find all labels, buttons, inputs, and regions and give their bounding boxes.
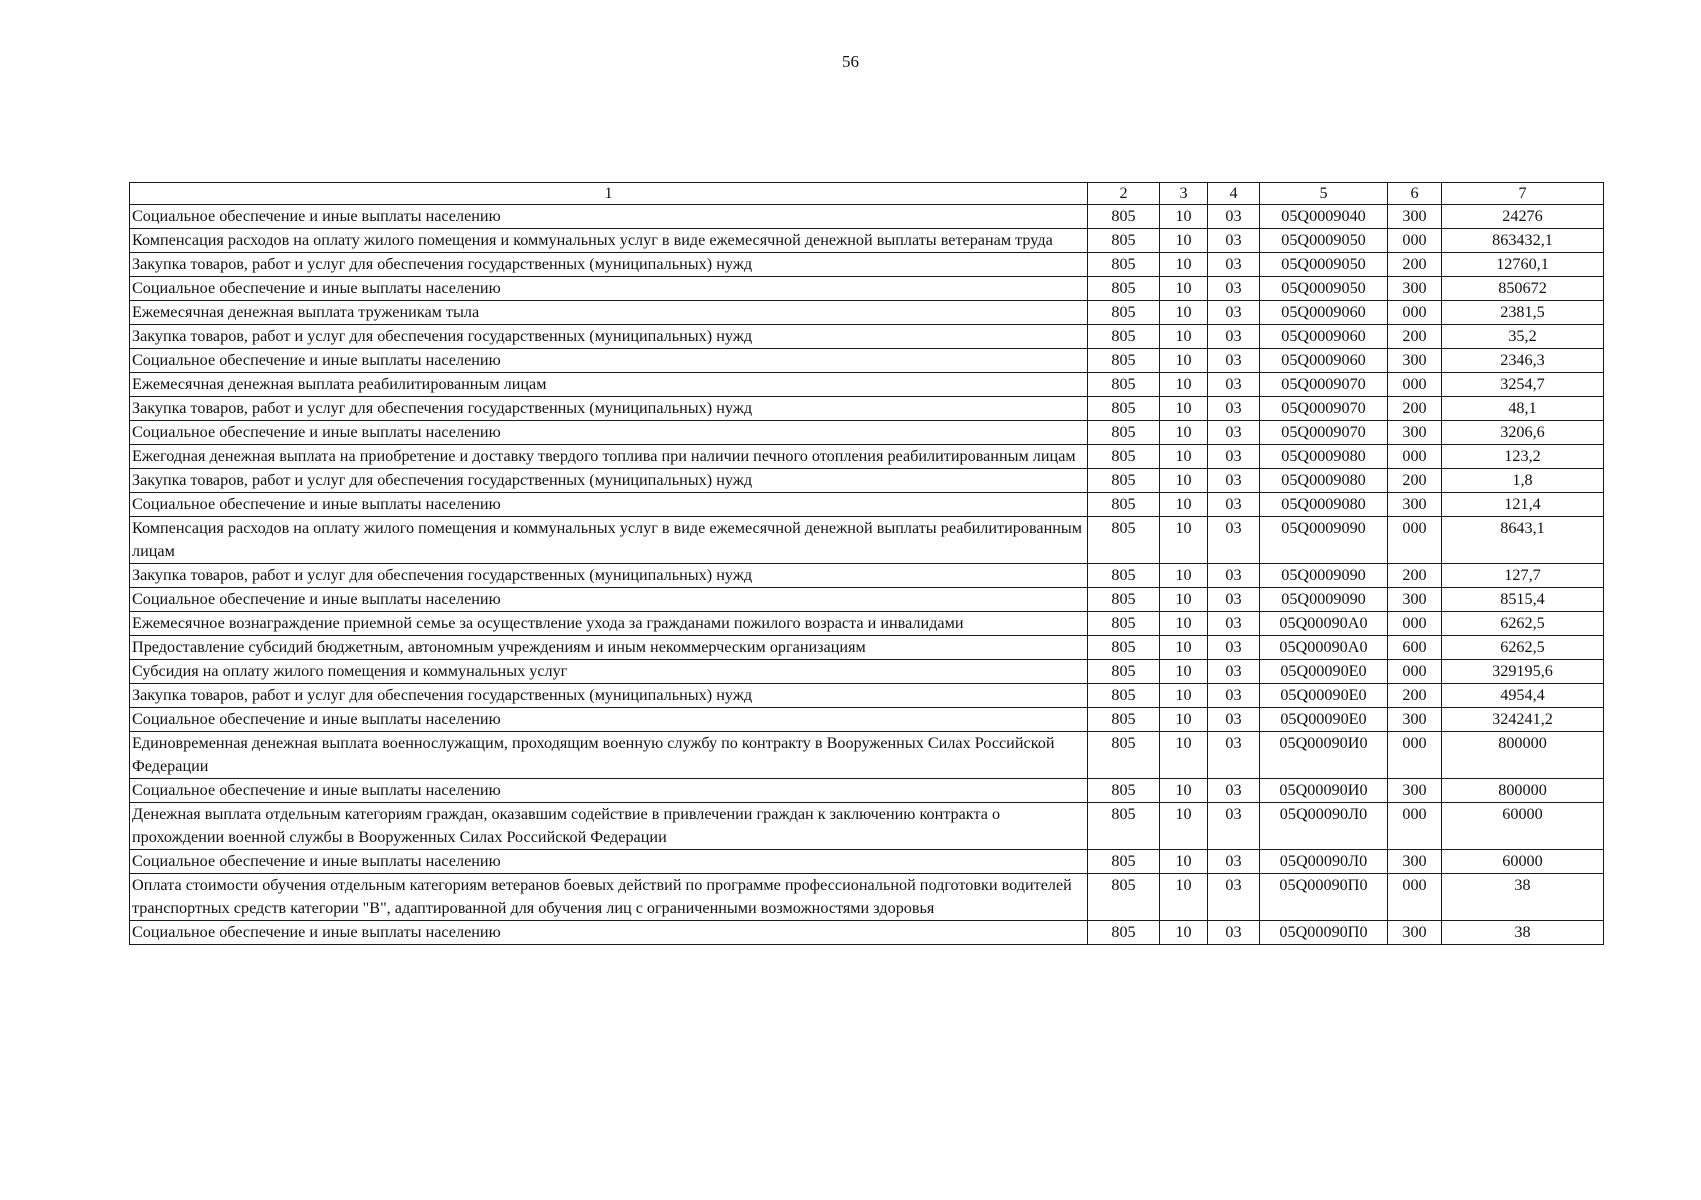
section-code-cell: 10: [1160, 277, 1208, 301]
expense-type-cell: 000: [1388, 301, 1442, 325]
section-code-cell: 10: [1160, 493, 1208, 517]
column-header: 2: [1088, 183, 1160, 205]
expense-type-cell: 300: [1388, 708, 1442, 732]
table-row: [130, 588, 1604, 612]
section-code-cell: 10: [1160, 921, 1208, 945]
amount-cell: 3206,6: [1442, 421, 1604, 445]
target-article-cell: 05Q0009080: [1260, 445, 1388, 469]
subsection-code-cell: 03: [1208, 229, 1260, 253]
table-row: [130, 636, 1604, 660]
section-code-cell: 10: [1160, 469, 1208, 493]
target-article-cell: 05Q00090И0: [1260, 779, 1388, 803]
target-article-cell: 05Q00090E0: [1260, 684, 1388, 708]
amount-cell: 38: [1442, 874, 1604, 921]
section-code-cell: 10: [1160, 779, 1208, 803]
ministry-code-cell: 805: [1088, 373, 1160, 397]
target-article-cell: 05Q0009090: [1260, 564, 1388, 588]
expense-type-cell: 300: [1388, 921, 1442, 945]
amount-cell: 121,4: [1442, 493, 1604, 517]
expense-name-cell: Закупка товаров, работ и услуг для обеспечения государственных (муниципальных) нужд: [130, 325, 1088, 349]
expense-name-cell: Социальное обеспечение и иные выплаты населению: [130, 921, 1088, 945]
expense-type-cell: 300: [1388, 588, 1442, 612]
column-header: 3: [1160, 183, 1208, 205]
ministry-code-cell: 805: [1088, 921, 1160, 945]
expense-type-cell: 000: [1388, 732, 1442, 779]
target-article-cell: 05Q0009060: [1260, 349, 1388, 373]
target-article-cell: 05Q00090A0: [1260, 636, 1388, 660]
expense-name-cell: Единовременная денежная выплата военнослужащим, проходящим военную службу по контракту в Вооруженных Силах Российской Федерации: [130, 732, 1088, 779]
ministry-code-cell: 805: [1088, 660, 1160, 684]
amount-cell: 38: [1442, 921, 1604, 945]
expense-type-cell: 200: [1388, 253, 1442, 277]
table-row: [130, 253, 1604, 277]
table-row: [130, 277, 1604, 301]
target-article-cell: 05Q0009040: [1260, 205, 1388, 229]
ministry-code-cell: 805: [1088, 850, 1160, 874]
expense-type-cell: 300: [1388, 493, 1442, 517]
target-article-cell: 05Q0009090: [1260, 588, 1388, 612]
amount-cell: 24276: [1442, 205, 1604, 229]
column-header: 5: [1260, 183, 1388, 205]
expense-name-cell: Закупка товаров, работ и услуг для обеспечения государственных (муниципальных) нужд: [130, 397, 1088, 421]
target-article-cell: 05Q0009070: [1260, 421, 1388, 445]
subsection-code-cell: 03: [1208, 397, 1260, 421]
section-code-cell: 10: [1160, 564, 1208, 588]
expense-name-cell: Денежная выплата отдельным категориям граждан, оказавшим содействие в привлечении граждан к заключению контракта о прохождении военной службы в Вооруженных Силах Российской Федерации: [130, 803, 1088, 850]
subsection-code-cell: 03: [1208, 373, 1260, 397]
table-row: [130, 421, 1604, 445]
table-row: [130, 779, 1604, 803]
ministry-code-cell: 805: [1088, 493, 1160, 517]
amount-cell: 324241,2: [1442, 708, 1604, 732]
table-row: [130, 684, 1604, 708]
amount-cell: 35,2: [1442, 325, 1604, 349]
section-code-cell: 10: [1160, 517, 1208, 564]
amount-cell: 1,8: [1442, 469, 1604, 493]
section-code-cell: 10: [1160, 874, 1208, 921]
expense-name-cell: Социальное обеспечение и иные выплаты населению: [130, 850, 1088, 874]
expense-name-cell: Социальное обеспечение и иные выплаты населению: [130, 277, 1088, 301]
table-row: [130, 205, 1604, 229]
amount-cell: 863432,1: [1442, 229, 1604, 253]
expense-name-cell: Ежемесячная денежная выплата реабилитированным лицам: [130, 373, 1088, 397]
subsection-code-cell: 03: [1208, 921, 1260, 945]
amount-cell: 6262,5: [1442, 636, 1604, 660]
section-code-cell: 10: [1160, 421, 1208, 445]
target-article-cell: 05Q00090Л0: [1260, 803, 1388, 850]
expense-name-cell: Оплата стоимости обучения отдельным категориям ветеранов боевых действий по программе профессиональной подготовки водителей транспортных средств категории "B", адаптированной для обучения лиц с ограниченными возможностями здоровья: [130, 874, 1088, 921]
ministry-code-cell: 805: [1088, 803, 1160, 850]
expense-type-cell: 200: [1388, 684, 1442, 708]
column-header: 7: [1442, 183, 1604, 205]
amount-cell: 850672: [1442, 277, 1604, 301]
table-row: [130, 803, 1604, 850]
amount-cell: 8515,4: [1442, 588, 1604, 612]
expense-name-cell: Социальное обеспечение и иные выплаты населению: [130, 421, 1088, 445]
ministry-code-cell: 805: [1088, 684, 1160, 708]
amount-cell: 8643,1: [1442, 517, 1604, 564]
target-article-cell: 05Q0009070: [1260, 373, 1388, 397]
column-header: 6: [1388, 183, 1442, 205]
table-row: [130, 301, 1604, 325]
expense-name-cell: Социальное обеспечение и иные выплаты населению: [130, 493, 1088, 517]
ministry-code-cell: 805: [1088, 205, 1160, 229]
target-article-cell: 05Q00090П0: [1260, 921, 1388, 945]
target-article-cell: 05Q0009070: [1260, 397, 1388, 421]
subsection-code-cell: 03: [1208, 205, 1260, 229]
expense-type-cell: 000: [1388, 373, 1442, 397]
expense-name-cell: Социальное обеспечение и иные выплаты населению: [130, 588, 1088, 612]
expense-name-cell: Закупка товаров, работ и услуг для обеспечения государственных (муниципальных) нужд: [130, 564, 1088, 588]
expense-name-cell: Социальное обеспечение и иные выплаты населению: [130, 779, 1088, 803]
ministry-code-cell: 805: [1088, 469, 1160, 493]
expense-name-cell: Ежемесячная денежная выплата труженикам тыла: [130, 301, 1088, 325]
amount-cell: 3254,7: [1442, 373, 1604, 397]
target-article-cell: 05Q0009050: [1260, 253, 1388, 277]
table-row: [130, 921, 1604, 945]
ministry-code-cell: 805: [1088, 517, 1160, 564]
table-row: [130, 660, 1604, 684]
ministry-code-cell: 805: [1088, 779, 1160, 803]
amount-cell: 123,2: [1442, 445, 1604, 469]
expense-type-cell: 300: [1388, 277, 1442, 301]
subsection-code-cell: 03: [1208, 779, 1260, 803]
expense-type-cell: 000: [1388, 229, 1442, 253]
amount-cell: 2381,5: [1442, 301, 1604, 325]
section-code-cell: 10: [1160, 445, 1208, 469]
table-row: [130, 469, 1604, 493]
expense-name-cell: Социальное обеспечение и иные выплаты населению: [130, 708, 1088, 732]
ministry-code-cell: 805: [1088, 229, 1160, 253]
table-row: [130, 493, 1604, 517]
table-row: [130, 373, 1604, 397]
expense-name-cell: Социальное обеспечение и иные выплаты населению: [130, 349, 1088, 373]
section-code-cell: 10: [1160, 803, 1208, 850]
expense-type-cell: 200: [1388, 325, 1442, 349]
column-header: 4: [1208, 183, 1260, 205]
ministry-code-cell: 805: [1088, 708, 1160, 732]
amount-cell: 4954,4: [1442, 684, 1604, 708]
expense-type-cell: 300: [1388, 850, 1442, 874]
amount-cell: 60000: [1442, 803, 1604, 850]
expense-name-cell: Закупка товаров, работ и услуг для обеспечения государственных (муниципальных) нужд: [130, 469, 1088, 493]
subsection-code-cell: 03: [1208, 636, 1260, 660]
expense-name-cell: Ежемесячное вознаграждение приемной семье за осуществление ухода за гражданами пожилого возраста и инвалидами: [130, 612, 1088, 636]
expense-name-cell: Субсидия на оплату жилого помещения и коммунальных услуг: [130, 660, 1088, 684]
amount-cell: 329195,6: [1442, 660, 1604, 684]
ministry-code-cell: 805: [1088, 612, 1160, 636]
subsection-code-cell: 03: [1208, 325, 1260, 349]
amount-cell: 12760,1: [1442, 253, 1604, 277]
target-article-cell: 05Q0009090: [1260, 517, 1388, 564]
ministry-code-cell: 805: [1088, 588, 1160, 612]
section-code-cell: 10: [1160, 708, 1208, 732]
amount-cell: 2346,3: [1442, 349, 1604, 373]
table-row: [130, 850, 1604, 874]
table-row: [130, 708, 1604, 732]
subsection-code-cell: 03: [1208, 445, 1260, 469]
table-row: [130, 397, 1604, 421]
expense-type-cell: 000: [1388, 445, 1442, 469]
section-code-cell: 10: [1160, 636, 1208, 660]
target-article-cell: 05Q00090E0: [1260, 660, 1388, 684]
target-article-cell: 05Q0009050: [1260, 277, 1388, 301]
subsection-code-cell: 03: [1208, 803, 1260, 850]
section-code-cell: 10: [1160, 301, 1208, 325]
subsection-code-cell: 03: [1208, 301, 1260, 325]
subsection-code-cell: 03: [1208, 277, 1260, 301]
ministry-code-cell: 805: [1088, 253, 1160, 277]
amount-cell: 6262,5: [1442, 612, 1604, 636]
subsection-code-cell: 03: [1208, 349, 1260, 373]
subsection-code-cell: 03: [1208, 660, 1260, 684]
target-article-cell: 05Q00090Л0: [1260, 850, 1388, 874]
amount-cell: 800000: [1442, 732, 1604, 779]
target-article-cell: 05Q00090A0: [1260, 612, 1388, 636]
ministry-code-cell: 805: [1088, 564, 1160, 588]
expense-type-cell: 600: [1388, 636, 1442, 660]
expense-type-cell: 300: [1388, 349, 1442, 373]
ministry-code-cell: 805: [1088, 445, 1160, 469]
table-row: [130, 612, 1604, 636]
subsection-code-cell: 03: [1208, 708, 1260, 732]
subsection-code-cell: 03: [1208, 253, 1260, 277]
ministry-code-cell: 805: [1088, 301, 1160, 325]
target-article-cell: 05Q00090П0: [1260, 874, 1388, 921]
subsection-code-cell: 03: [1208, 517, 1260, 564]
subsection-code-cell: 03: [1208, 612, 1260, 636]
expense-type-cell: 000: [1388, 874, 1442, 921]
section-code-cell: 10: [1160, 850, 1208, 874]
target-article-cell: 05Q0009080: [1260, 493, 1388, 517]
target-article-cell: 05Q0009050: [1260, 229, 1388, 253]
ministry-code-cell: 805: [1088, 421, 1160, 445]
subsection-code-cell: 03: [1208, 469, 1260, 493]
expense-type-cell: 000: [1388, 803, 1442, 850]
section-code-cell: 10: [1160, 588, 1208, 612]
expense-type-cell: 000: [1388, 660, 1442, 684]
subsection-code-cell: 03: [1208, 874, 1260, 921]
subsection-code-cell: 03: [1208, 684, 1260, 708]
expense-name-cell: Закупка товаров, работ и услуг для обеспечения государственных (муниципальных) нужд: [130, 684, 1088, 708]
section-code-cell: 10: [1160, 205, 1208, 229]
budget-table: [129, 182, 1604, 945]
page-number: 56: [842, 52, 859, 71]
expense-name-cell: Социальное обеспечение и иные выплаты населению: [130, 205, 1088, 229]
table-row: [130, 564, 1604, 588]
subsection-code-cell: 03: [1208, 850, 1260, 874]
ministry-code-cell: 805: [1088, 874, 1160, 921]
table-row: [130, 229, 1604, 253]
amount-cell: 127,7: [1442, 564, 1604, 588]
expense-type-cell: 000: [1388, 517, 1442, 564]
target-article-cell: 05Q0009080: [1260, 469, 1388, 493]
amount-cell: 60000: [1442, 850, 1604, 874]
table-body: [130, 205, 1604, 945]
subsection-code-cell: 03: [1208, 588, 1260, 612]
target-article-cell: 05Q00090E0: [1260, 708, 1388, 732]
ministry-code-cell: 805: [1088, 732, 1160, 779]
subsection-code-cell: 03: [1208, 564, 1260, 588]
section-code-cell: 10: [1160, 229, 1208, 253]
expense-type-cell: 000: [1388, 612, 1442, 636]
section-code-cell: 10: [1160, 373, 1208, 397]
table-row: [130, 349, 1604, 373]
target-article-cell: 05Q0009060: [1260, 301, 1388, 325]
table-row: [130, 445, 1604, 469]
ministry-code-cell: 805: [1088, 325, 1160, 349]
target-article-cell: 05Q00090И0: [1260, 732, 1388, 779]
section-code-cell: 10: [1160, 660, 1208, 684]
section-code-cell: 10: [1160, 349, 1208, 373]
expense-name-cell: Компенсация расходов на оплату жилого помещения и коммунальных услуг в виде ежемесячной денежной выплаты реабилитированным лицам: [130, 517, 1088, 564]
column-number-row: [130, 183, 1604, 205]
expense-type-cell: 300: [1388, 779, 1442, 803]
table-row: [130, 874, 1604, 921]
expense-name-cell: Компенсация расходов на оплату жилого помещения и коммунальных услуг в виде ежемесячной денежной выплаты ветеранам труда: [130, 229, 1088, 253]
subsection-code-cell: 03: [1208, 421, 1260, 445]
subsection-code-cell: 03: [1208, 493, 1260, 517]
ministry-code-cell: 805: [1088, 636, 1160, 660]
section-code-cell: 10: [1160, 253, 1208, 277]
column-header: 1: [130, 183, 1088, 205]
section-code-cell: 10: [1160, 397, 1208, 421]
section-code-cell: 10: [1160, 684, 1208, 708]
expense-type-cell: 200: [1388, 397, 1442, 421]
ministry-code-cell: 805: [1088, 277, 1160, 301]
section-code-cell: 10: [1160, 732, 1208, 779]
section-code-cell: 10: [1160, 325, 1208, 349]
expense-type-cell: 300: [1388, 205, 1442, 229]
subsection-code-cell: 03: [1208, 732, 1260, 779]
ministry-code-cell: 805: [1088, 397, 1160, 421]
ministry-code-cell: 805: [1088, 349, 1160, 373]
target-article-cell: 05Q0009060: [1260, 325, 1388, 349]
expense-name-cell: Ежегодная денежная выплата на приобретение и доставку твердого топлива при наличии печного отопления реабилитированным лицам: [130, 445, 1088, 469]
expense-name-cell: Закупка товаров, работ и услуг для обеспечения государственных (муниципальных) нужд: [130, 253, 1088, 277]
expense-type-cell: 200: [1388, 469, 1442, 493]
table-row: [130, 732, 1604, 779]
expense-type-cell: 300: [1388, 421, 1442, 445]
table-row: [130, 325, 1604, 349]
section-code-cell: 10: [1160, 612, 1208, 636]
expense-type-cell: 200: [1388, 564, 1442, 588]
amount-cell: 48,1: [1442, 397, 1604, 421]
table-row: [130, 517, 1604, 564]
amount-cell: 800000: [1442, 779, 1604, 803]
expense-name-cell: Предоставление субсидий бюджетным, автономным учреждениям и иным некоммерческим организациям: [130, 636, 1088, 660]
